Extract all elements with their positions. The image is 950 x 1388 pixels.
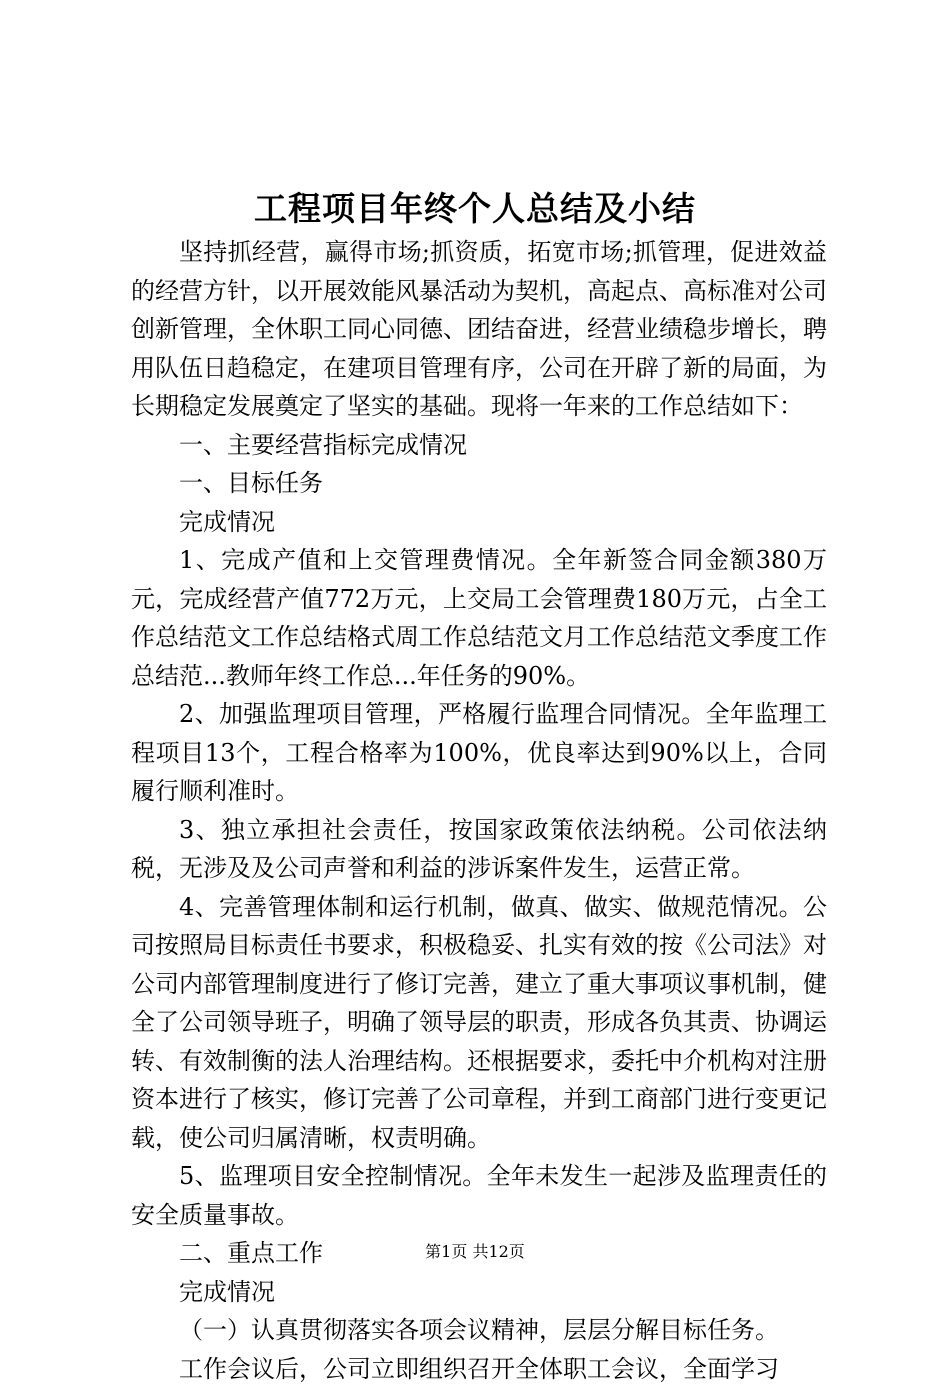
document-title: 工程项目年终个人总结及小结 [0,186,950,232]
subsection-heading-targets: 一、目标任务 [131,464,827,503]
paragraph-intro: 坚持抓经营，赢得市场;抓资质，拓宽市场;抓管理，促进效益的经营方针，以开展效能风暴活动为契机，高起点、高标准对公司创新管理，全休职工同心同德、团结奋进，经营业绩稳步增长，聘用队伍日趋稳定，在建项目管理有序，公司在开辟了新的局面，为长期稳定发展奠定了坚实的基础。现将一年来的工作总结如下： [131,233,827,426]
paragraph-item-5: 5、监理项目安全控制情况。全年未发生一起涉及监理责任的安全质量事故。 [131,1157,827,1234]
section-heading-key-work: 二、重点工作 [131,1234,827,1273]
subsection-heading-completion-2: 完成情况 [131,1273,827,1312]
subsection-heading-completion: 完成情况 [131,503,827,542]
paragraph-item-1: 1、完成产值和上交管理费情况。全年新签合同金额380万元，完成经营产值772万元，上交局工会管理费180万元，占全工作总结范文工作总结格式周工作总结范文月工作总结范文季度工作总结范...教师年终工作总...年任务的90%。 [131,541,827,695]
paragraph-subitem-1: （一）认真贯彻落实各项会议精神，层层分解目标任务。 [131,1311,827,1350]
paragraph-item-3: 3、独立承担社会责任，按国家政策依法纳税。公司依法纳税，无涉及及公司声誉和利益的涉诉案件发生，运营正常。 [131,811,827,888]
paragraph-item-2: 2、加强监理项目管理，严格履行监理合同情况。全年监理工程项目13个，工程合格率为100%，优良率达到90%以上，合同履行顺利准时。 [131,695,827,811]
paragraph-continuation: 工作会议后，公司立即组织召开全体职工会议，全面学习 [131,1350,827,1388]
page-footer: 第1页 共12页 [0,1241,950,1263]
section-heading-main-indicators: 一、主要经营指标完成情况 [131,426,827,465]
paragraph-item-4: 4、完善管理体制和运行机制，做真、做实、做规范情况。公司按照局目标责任书要求，积极稳妥、扎实有效的按《公司法》对公司内部管理制度进行了修订完善，建立了重大事项议事机制，健全了公司领导班子，明确了领导层的职责，形成各负其责、协调运转、有效制衡的法人治理结构。还根据要求，委托中介机构对注册资本进行了核实，修订完善了公司章程，并到工商部门进行变更记载，使公司归属清晰，权责明确。 [131,888,827,1158]
document-body [131,233,827,1388]
